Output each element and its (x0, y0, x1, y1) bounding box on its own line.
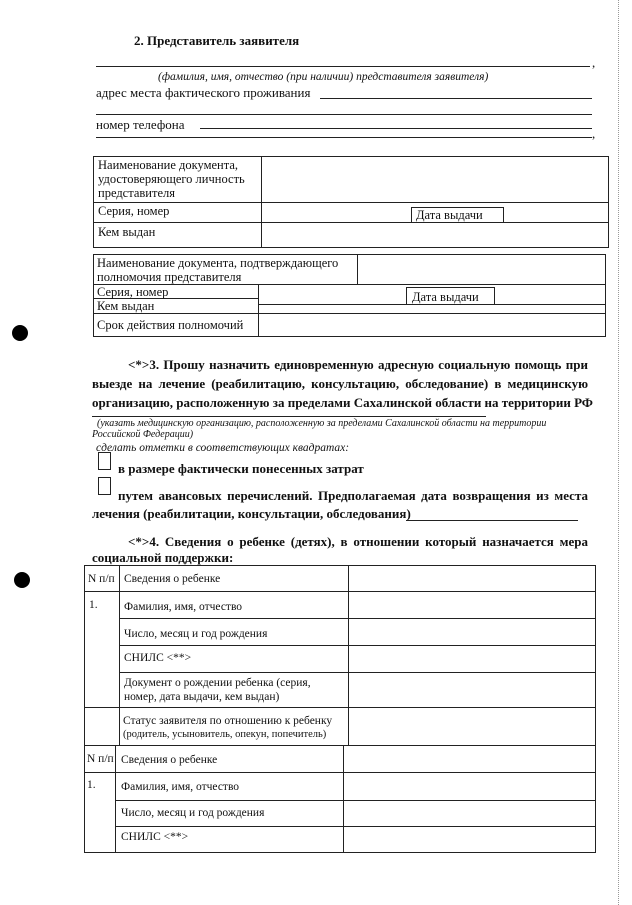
option-actual-costs-checkbox[interactable] (98, 452, 111, 470)
power-issued-by-label: Кем выдан (97, 299, 155, 313)
child2-fio-field[interactable] (345, 774, 594, 799)
child2-snils-field[interactable] (345, 828, 594, 852)
table-header-num: N п/п (88, 573, 115, 585)
power-series-field[interactable] (260, 286, 404, 303)
child1-birth-label: Число, месяц и год рождения (124, 628, 268, 640)
child1-snils-field[interactable] (350, 647, 594, 671)
section3-line2: выезде на лечение (реабилитацию, консультацию, обследование) в медицинскую (92, 376, 588, 391)
child1-num: 1. (89, 599, 98, 611)
child2-birth-field[interactable] (345, 802, 594, 825)
power-series-label: Серия, номер (97, 285, 169, 299)
child1-status-label-1: Статус заявителя по отношению к ребенку (123, 715, 333, 727)
id-issue-date-label: Дата выдачи (416, 208, 483, 222)
option-advance-label-2: лечения (реабилитации, консультации, обследования) (92, 506, 411, 521)
phone-line[interactable] (200, 128, 592, 129)
power-doc-name-label: Наименование документа, подтверждающего полномочия представителя (97, 256, 339, 284)
name-caption: (фамилия, имя, отчество (при наличии) представителя заявителя) (158, 71, 489, 83)
table-header-info-2: Сведения о ребенке (121, 754, 218, 766)
power-issue-date-field[interactable] (496, 286, 604, 303)
child1-birthdoc-label-2: номер, дата выдачи, кем выдан) (124, 691, 280, 703)
table-header-num-2: N п/п (87, 753, 114, 765)
child1-status-label-2: (родитель, усыновитель, опекун, попечитель) (123, 729, 327, 740)
child1-snils-label: СНИЛС <**> (124, 652, 192, 664)
power-validity-label: Срок действия полномочий (97, 318, 244, 332)
table-header-info: Сведения о ребенке (124, 573, 221, 585)
power-issued-by-field[interactable] (260, 305, 604, 312)
scan-edge-right (618, 0, 619, 905)
section4-line1: <*>4. Сведения о ребенке (детях), в отношении который назначается мера (128, 534, 588, 549)
representative-name-line[interactable] (96, 66, 590, 67)
medical-org-hint-1: (указать медицинскую организацию, расположенную за пределами Сахалинской области на территории (97, 418, 547, 429)
id-series-field[interactable] (263, 204, 409, 221)
phone-line-2[interactable] (96, 137, 592, 138)
section2-heading: 2. Представитель заявителя (134, 33, 300, 48)
binder-hole-top (12, 325, 28, 341)
child2-num: 1. (87, 779, 96, 791)
section3-line1: <*>3. Прошу назначить единовременную адресную социальную помощь при (128, 357, 588, 372)
marks-note: сделать отметки в соответствующих квадратах: (96, 442, 350, 454)
child1-header-value[interactable] (350, 567, 594, 590)
address-line-1[interactable] (320, 98, 592, 99)
name-line-comma: , (592, 55, 596, 70)
option-actual-costs-label: в размере фактически понесенных затрат (118, 461, 364, 476)
section4-line2: социальной поддержки: (92, 550, 234, 565)
medical-org-hint-2: Российской Федерации) (92, 429, 194, 440)
power-doc-name-field[interactable] (359, 256, 604, 283)
id-doc-name-label: Наименование документа, удостоверяющего личность представителя (98, 158, 245, 200)
child1-fio-label: Фамилия, имя, отчество (124, 601, 243, 613)
child2-fio-label: Фамилия, имя, отчество (121, 781, 240, 793)
section3-line3: организацию, расположенную за пределами Сахалинской области на территории РФ (92, 395, 593, 410)
id-issued-by-label: Кем выдан (98, 225, 156, 239)
option-advance-checkbox[interactable] (98, 477, 111, 495)
child1-birthdoc-label-1: Документ о рождении ребенка (серия, (124, 677, 311, 689)
id-series-label: Серия, номер (98, 204, 170, 218)
power-issue-date-label: Дата выдачи (412, 290, 479, 304)
power-validity-field[interactable] (260, 315, 604, 335)
child2-snils-label: СНИЛС <**> (121, 831, 189, 843)
address-label: адрес места фактического проживания (96, 85, 311, 100)
id-issue-date-field[interactable] (505, 204, 607, 221)
binder-hole-bottom (14, 572, 30, 588)
medical-org-line[interactable] (92, 416, 486, 417)
id-doc-name-field[interactable] (263, 158, 607, 201)
child2-header-value[interactable] (345, 747, 594, 771)
phone-line-comma: , (592, 126, 596, 141)
phone-label: номер телефона (96, 117, 185, 132)
child2-birth-label: Число, месяц и год рождения (121, 807, 265, 819)
id-issued-by-field[interactable] (263, 224, 607, 246)
option-advance-label-1: путем авансовых перечислений. Предполагаемая дата возвращения из места (118, 488, 588, 503)
return-date-line[interactable] (406, 520, 578, 521)
child1-status-field[interactable] (350, 709, 594, 744)
child1-birth-field[interactable] (350, 620, 594, 644)
address-line-2[interactable] (96, 114, 592, 115)
child1-fio-field[interactable] (350, 593, 594, 617)
child1-birthdoc-field[interactable] (350, 674, 594, 706)
